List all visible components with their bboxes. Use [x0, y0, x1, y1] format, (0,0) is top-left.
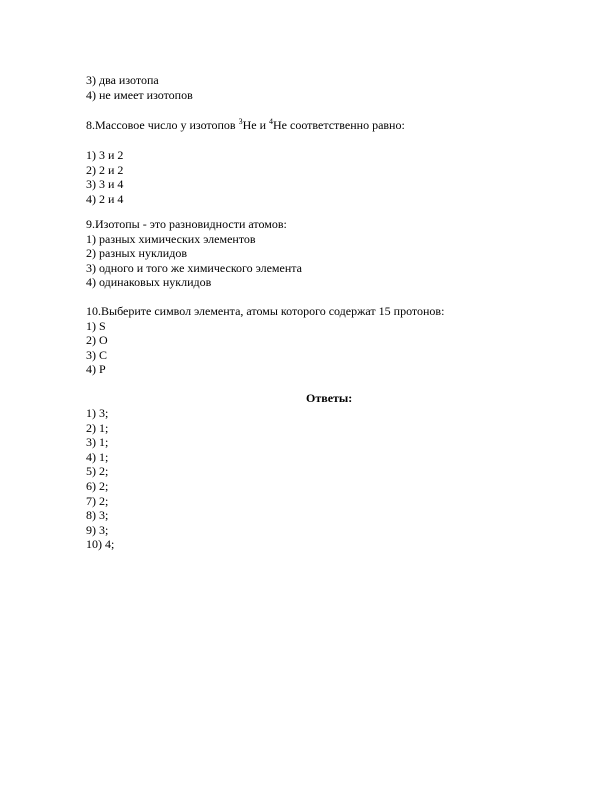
question-8-options	[86, 148, 123, 206]
question-8	[86, 118, 405, 133]
question-10	[86, 304, 444, 377]
answer-item: 2) 1;	[86, 420, 109, 435]
option: 4) P	[86, 362, 106, 377]
option: 1) S	[86, 318, 106, 333]
answer-item: 6) 2;	[86, 478, 109, 493]
option: 3) одного и того же химического элемента	[86, 260, 302, 275]
answers-list	[86, 406, 114, 552]
answer-item: 8) 3;	[86, 508, 109, 523]
option: 1) 3 и 2	[86, 148, 124, 162]
option: 2) O	[86, 333, 108, 348]
option: 2) 2 и 2	[86, 162, 124, 177]
question-text: 9.Изотопы - это разновидности атомов:	[86, 217, 287, 231]
answer-item: 5) 2;	[86, 464, 109, 479]
question-7-tail	[86, 73, 193, 102]
answer-item: 1) 3;	[86, 406, 109, 420]
answer-item: 4) 1;	[86, 449, 109, 464]
option: 3) 3 и 4	[86, 177, 124, 192]
answers-heading: Ответы:	[306, 391, 353, 405]
answer-item: 10) 4;	[86, 537, 115, 552]
option: 3) C	[86, 347, 107, 362]
option: 2) разных нуклидов	[86, 246, 187, 261]
option: 3) два изотопа	[86, 73, 159, 87]
answer-item: 3) 1;	[86, 435, 109, 450]
option: 4) 2 и 4	[86, 191, 124, 206]
option: 1) разных химических элементов	[86, 231, 256, 246]
question-9	[86, 217, 302, 290]
option: 4) одинаковых нуклидов	[86, 275, 212, 290]
answer-item: 9) 3;	[86, 522, 109, 537]
question-text: 10.Выберите символ элемента, атомы которого содержат 15 протонов:	[86, 304, 445, 318]
question-text: 8.Массовое число у изотопов $^3$He и $^4$He соответственно равно:	[86, 117, 405, 132]
option: 4) не имеет изотопов	[86, 87, 193, 102]
answer-item: 7) 2;	[86, 493, 109, 508]
